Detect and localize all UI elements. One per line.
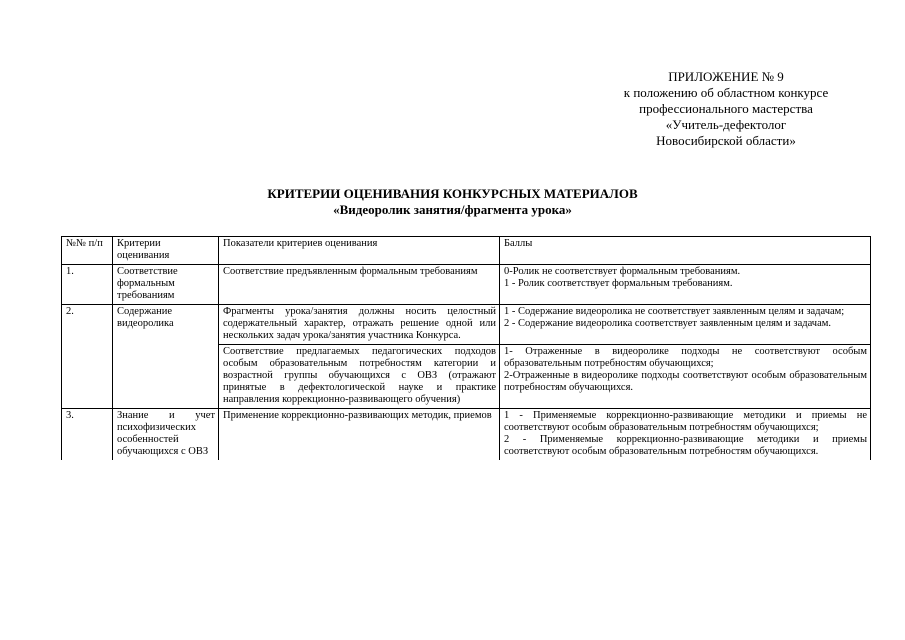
table-row	[62, 409, 871, 461]
header-criteria: Критерии оценивания	[113, 237, 219, 265]
row-number: 3.	[62, 409, 113, 461]
document-title-line2: «Видеоролик занятия/фрагмента урока»	[333, 202, 572, 217]
criterion-name: Соответствие формальным требованиям	[113, 265, 219, 305]
criterion-name: Знание и учет психофизических особенностей обучающихся с ОВЗ	[113, 409, 219, 461]
points-cell	[500, 305, 871, 345]
document-title-line1: КРИТЕРИИ ОЦЕНИВАНИЯ КОНКУРСНЫХ МАТЕРИАЛОВ	[267, 186, 638, 201]
indicator-text: Применение коррекционно-развивающих методик, приемов	[219, 409, 500, 461]
header-num: №№ п/п	[62, 237, 113, 265]
indicator-text: Соответствие предлагаемых педагогических подходов особым образовательным потребностям категории и возрастной группы обучающихся с ОВЗ (отражают принятые в дефектологической науке и практике направления коррекционно-развивающего обучения)	[219, 345, 500, 409]
points-line: 1 - Применяемые коррекционно-развивающие методики и приемы не соответствуют особым образовательным потребностям обучающихся;	[504, 410, 867, 433]
appendix-header	[560, 69, 892, 149]
table-row	[62, 305, 871, 345]
criteria-table	[61, 236, 871, 460]
document-title	[0, 186, 905, 218]
appendix-line: к положению об областном конкурсе	[623, 85, 829, 100]
points-cell	[500, 265, 871, 305]
table-header-row	[62, 237, 871, 265]
points-cell	[500, 409, 871, 461]
appendix-line: профессионального мастерства	[639, 101, 813, 116]
row-number: 2.	[62, 305, 113, 409]
points-line: 1- Отраженные в видеоролике подходы не соответствуют особым образовательным потребностям обучающихся;	[504, 346, 867, 369]
header-indicators: Показатели критериев оценивания	[219, 237, 500, 265]
points-line: 1 - Ролик соответствует формальным требованиям.	[504, 278, 733, 289]
points-line: 2-Отраженные в видеоролике подходы соответствуют особым образовательным потребностям обучающихся.	[504, 370, 867, 393]
appendix-line: ПРИЛОЖЕНИЕ № 9	[668, 69, 784, 84]
criterion-name: Содержание видеоролика	[113, 305, 219, 409]
points-line: 0-Ролик не соответствует формальным требованиям.	[504, 266, 741, 277]
points-cell	[500, 345, 871, 409]
table-row	[62, 265, 871, 305]
appendix-line: Новосибирской области»	[656, 133, 796, 148]
indicator-text: Соответствие предъявленным формальным требованиям	[219, 265, 500, 305]
indicator-text: Фрагменты урока/занятия должны носить целостный содержательный характер, отражать решение одной или нескольких задач урока/занятия участника Конкурса.	[219, 305, 500, 345]
points-line: 2 - Применяемые коррекционно-развивающие методики и приемы соответствуют особым образовательным потребностям обучающихся.	[504, 434, 867, 457]
appendix-line: «Учитель-дефектолог	[665, 117, 787, 132]
header-points: Баллы	[500, 237, 871, 265]
points-line: 1 - Содержание видеоролика не соответствует заявленным целям и задачам;	[504, 306, 845, 317]
row-number: 1.	[62, 265, 113, 305]
points-line: 2 - Содержание видеоролика соответствует заявленным целям и задачам.	[504, 318, 832, 329]
